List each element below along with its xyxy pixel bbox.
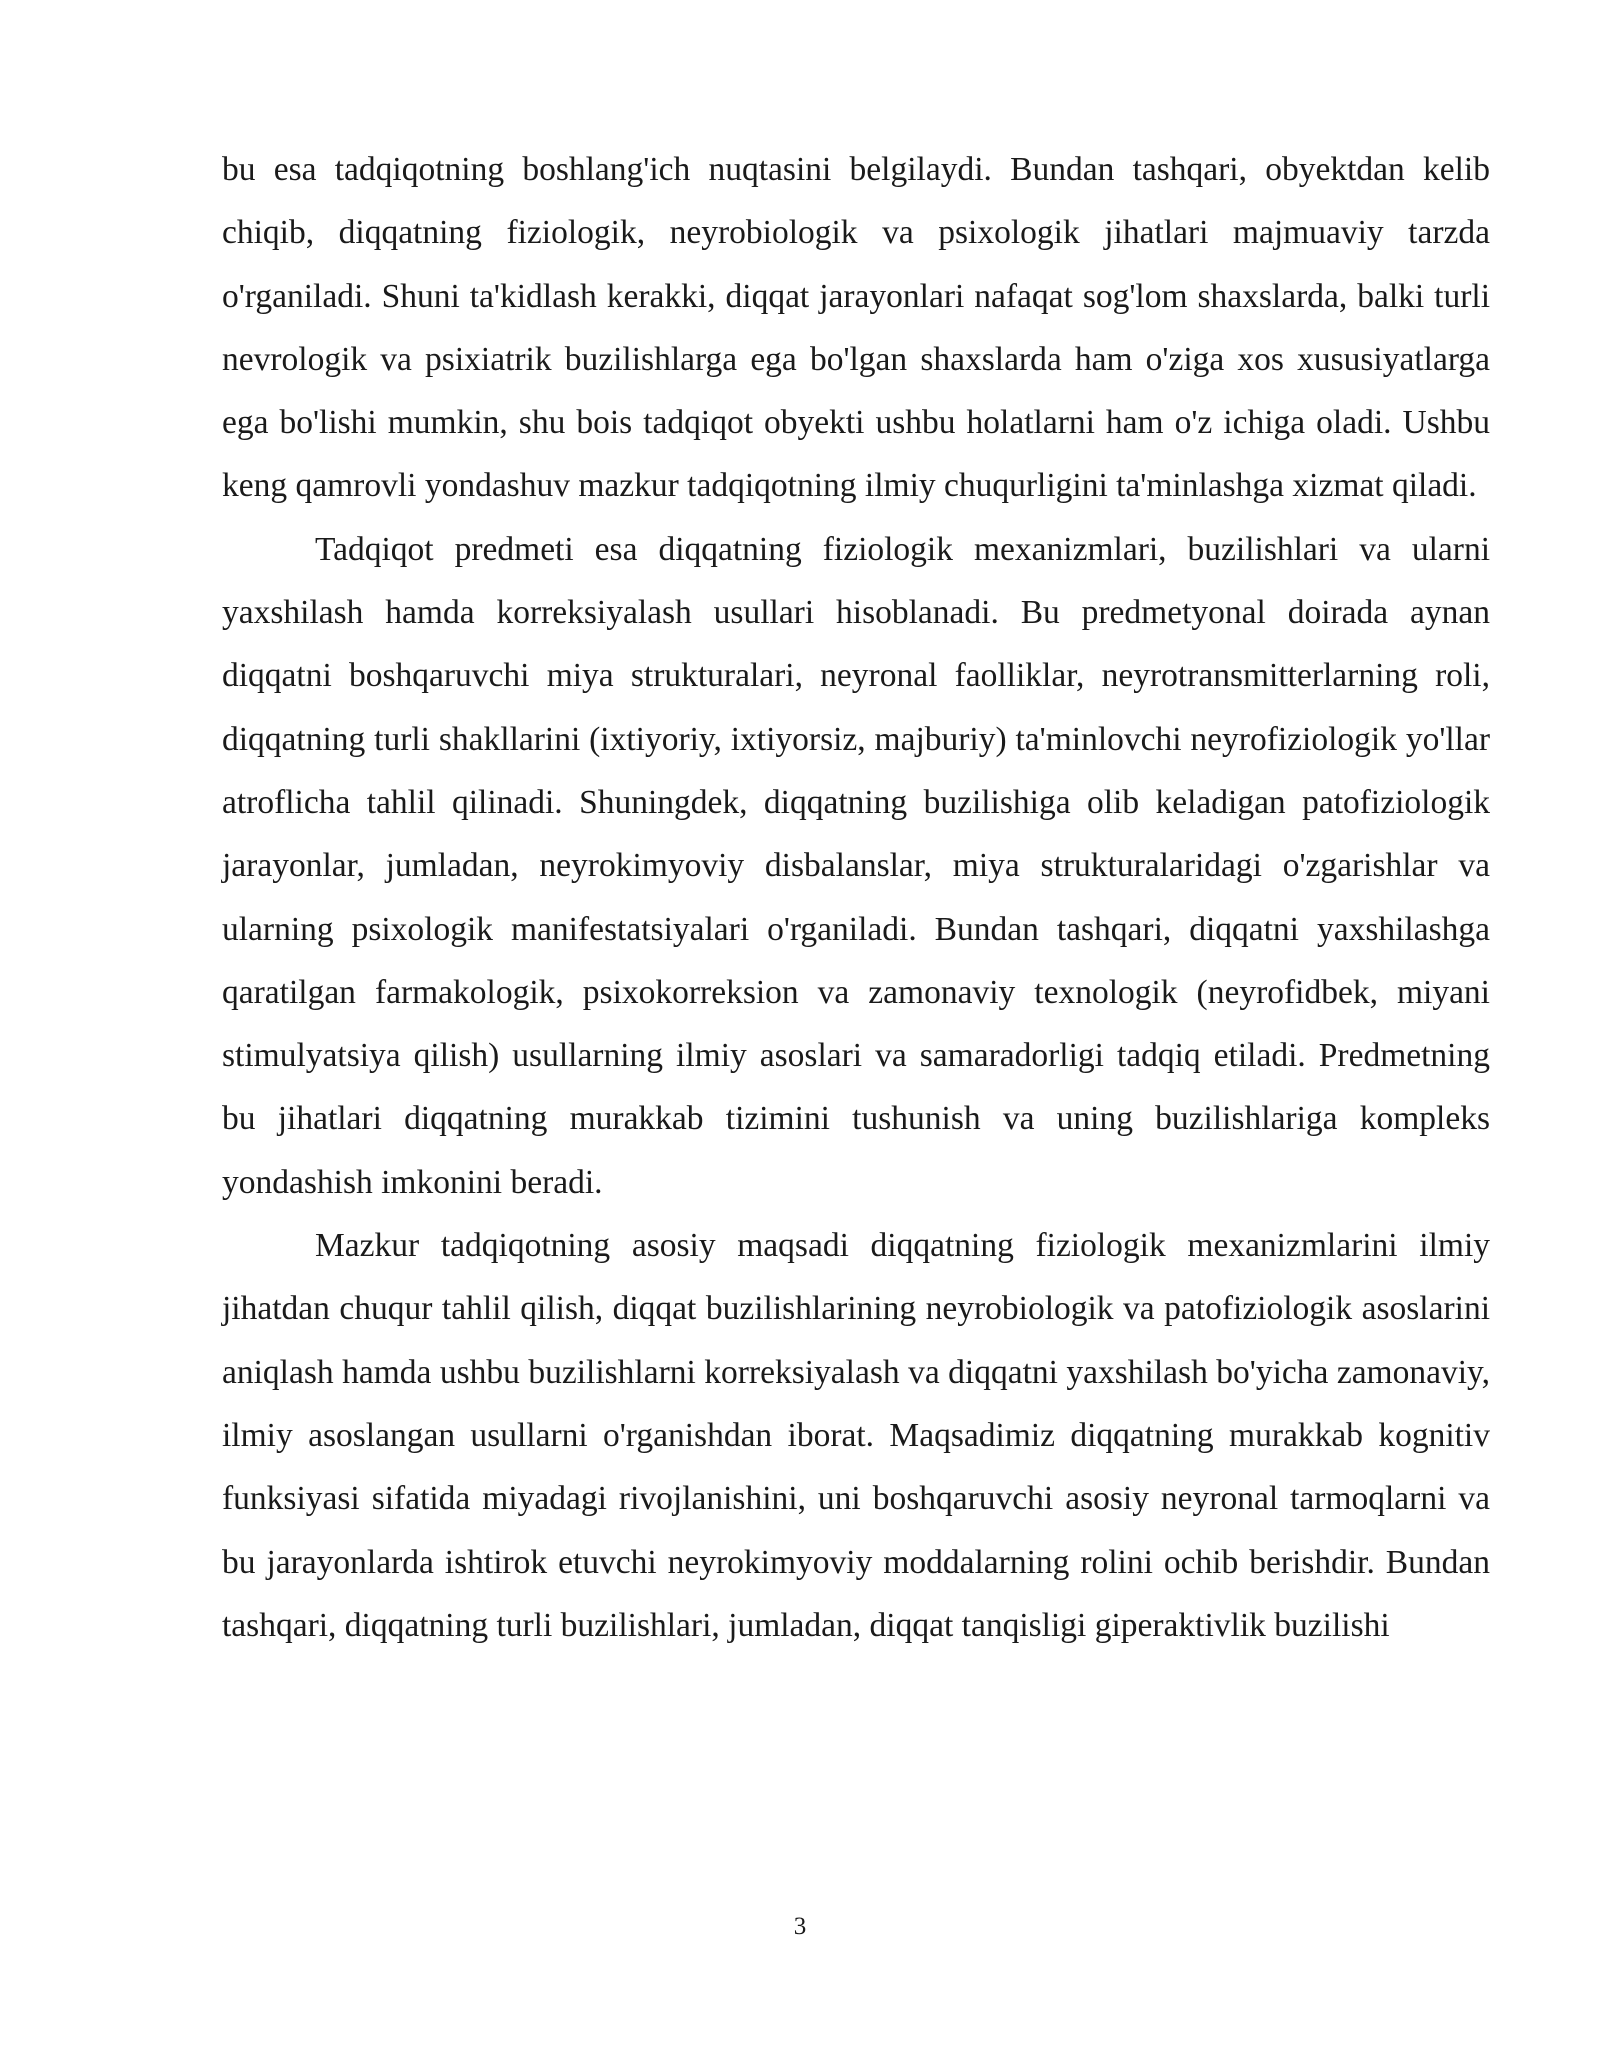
paragraph-continuation: bu esa tadqiqotning boshlang'ich nuqtasini belgilaydi. Bundan tashqari, obyektdan kelib chiqib, diqqatning fiziologik, neyrobiologik va psixologik jihatlari majmuaviy tarzda o'rganiladi. Shuni ta'kidlash kerakki, diqqat jarayonlari nafaqat sog'lom shaxslarda, balki turli nevrologik va psixiatrik buzilishlarga ega bo'lgan shaxslarda ham o'ziga xos xususiyatlarga ega bo'lishi mumkin, shu bois tadqiqot obyekti ushbu holatlarni ham o'z ichiga oladi. Ushbu keng qamrovli yondashuv mazkur tadqiqotning ilmiy chuqurligini ta'minlashga xizmat qiladi. <box>222 151 1490 505</box>
page-number: 3 <box>793 1913 807 1940</box>
paragraph-research-goal: Mazkur tadqiqotning asosiy maqsadi diqqatning fiziologik mexanizmlarini ilmiy jihatdan chuqur tahlil qilish, diqqat buzilishlarining neyrobiologik va patofiziologik asoslarini aniqlash hamda ushbu buzilishlarni korreksiyalash va diqqatni yaxshilash bo'yicha zamonaviy, ilmiy asoslangan usullarni o'rganishdan iborat. Maqsadimiz diqqatning murakkab kognitiv funksiyasi sifatida miyadagi rivojlanishini, uni boshqaruvchi asosiy neyronal tarmoqlarni va bu jarayonlarda ishtirok etuvchi neyrokimyoviy moddalarning rolini ochib berishdir. Bundan tashqari, diqqatning turli buzilishlari, jumladan, diqqat tanqisligi giperaktivlik buzilishi <box>222 1227 1490 1644</box>
paragraph-research-subject: Tadqiqot predmeti esa diqqatning fiziologik mexanizmlari, buzilishlari va ularni yaxshilash hamda korreksiyalash usullari hisoblanadi. Bu predmetyonal doirada aynan diqqatni boshqaruvchi miya strukturalari, neyronal faolliklar, neyrotransmitterlarning roli, diqqatning turli shakllarini (ixtiyoriy, ixtiyorsiz, majburiy) ta'minlovchi neyrofiziologik yo'llar atroflicha tahlil qilinadi. Shuningdek, diqqatning buzilishiga olib keladigan patofiziologik jarayonlar, jumladan, neyrokimyoviy disbalanslar, miya strukturalaridagi o'zgarishlar va ularning psixologik manifestatsiyalari o'rganiladi. Bundan tashqari, diqqatni yaxshilashga qaratilgan farmakologik, psixokorreksion va zamonaviy texnologik (neyrofidbek, miyani stimulyatsiya qilish) usullarning ilmiy asoslari va samaradorligi tadqiq etiladi. Predmetning bu jihatlari diqqatning murakkab tizimini tushunish va uning buzilishlariga kompleks yondashish imkonini beradi. <box>222 530 1490 1201</box>
body-text <box>222 138 1490 1657</box>
